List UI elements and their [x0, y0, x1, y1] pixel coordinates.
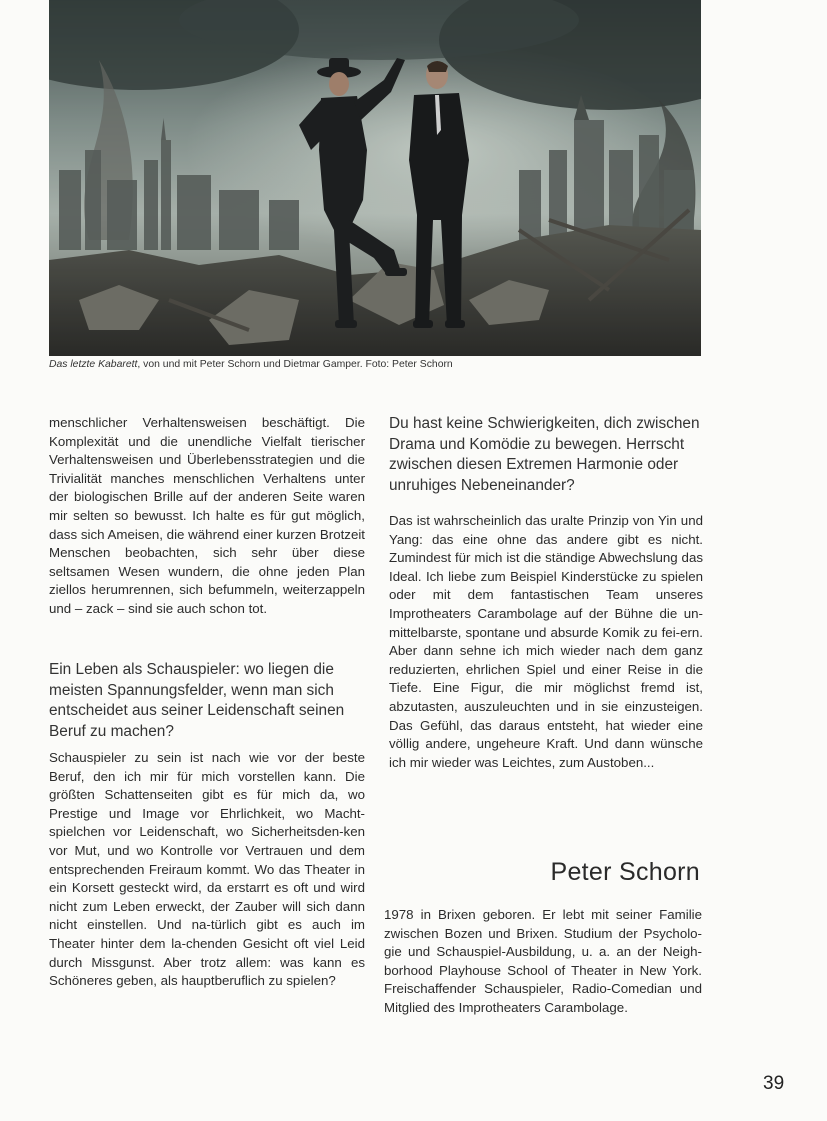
bio-paragraph — [384, 906, 702, 1018]
paragraph-text: menschlicher Verhaltensweisen beschäftigt. Die Komplexität und die unendliche Vielfalt tierischer Verhaltensweisen und Überlebensstrategien und die Trivialität manches menschlichen Verhaltens unter der biologischen Brille auf der anderen Seite waren mir selten so bewusst. Ich halte es für gut möglich, dass sich Ameisen, die während einer kurzen Brotzeit Menschen beobachten, sich sehr über diese seltsamen Wesen wundern, die ohne jeden Plan ziellos herumrennen, sich befummeln, weiterzappeln und – zack – sind sie auch schon tot. — [49, 415, 365, 616]
article-photo — [49, 0, 701, 356]
photo-caption — [49, 359, 709, 370]
question-text: Ein Leben als Schauspieler: wo liegen die meisten Spannungsfelder, wenn man sich entscheidet aus seiner Leidenschaft seinen Beruf zu machen? — [49, 661, 345, 740]
bio-heading: Peter Schorn — [550, 858, 700, 886]
paragraph-text: Das ist wahrscheinlich das uralte Prinzip von Yin und Yang: das eine ohne das andere gibt es nicht. Zumindest für mich ist die ständige Abwechslung das Ideal. Ich liebe zum Beispiel Kinderstücke zu spielen oder mit dem fantastischen Team unseres Improtheaters Carambolage auf der Bühne die un-mittelbarste, spontane und absurde Komik zu fei-ern. Aber dann sehne ich mich wieder nach dem ganz reduzierten, ehrlichen Spiel und einer Reise in die Tiefe. Eine Figur, die mir möglichst fremd ist, abzutasten, auszuleuchten und in sie einzusteigen. Das Gefühl, das daraus entsteht, hat wieder eine völlig andere, ungeheure Kraft. Und dann wünsche ich mir wieder was Leichtes, zum Austoben... — [389, 513, 703, 770]
page-number: 39 — [763, 1073, 785, 1094]
bio-text: 1978 in Brixen geboren. Er lebt mit seiner Familie zwischen Bozen und Brixen. Studium der Psycholo-gie und Schauspiel-Ausbildung, u. a. an der Neigh-borhood Playhouse School of Theater in New York. Freischaffender Schauspieler, Radio-Comedian und Mitglied des Improtheaters Carambolage. — [384, 907, 702, 1015]
left-interview-question — [49, 660, 365, 742]
left-paragraph-2 — [49, 749, 365, 991]
right-paragraph-1 — [389, 512, 703, 772]
paragraph-text: Schauspieler zu sein ist nach wie vor der beste Beruf, den ich mir für mich vorstellen kann. Die größten Schattenseiten gibt es für mich da, wo Prestige und Image vor Ehrlichkeit, wo Macht-spielchen vor Leidenschaft, wo Sicherheitsden-ken vor Mut, und wo Kontrolle vor Vertrauen und dem entsprechenden Freiraum kommt. Wo das Theater in ein Korsett gesteckt wird, da erstarrt es oft und wird nicht zum Leben erweckt, der Zauber will sich dann nicht einstellen. Und na-türlich gibt es auch im Theater hinter dem la-chenden Gesicht oft viel Leid durch Missgunst. Aber trotz allem: was kann es Schöneres geben, als hauptberuflich zu spielen? — [49, 750, 365, 989]
question-text: Du hast keine Schwierigkeiten, dich zwischen Drama und Komödie zu bewegen. Herrscht zwischen diesen Extremen Harmonie oder unruhiges Nebeneinander? — [389, 415, 700, 494]
caption-credit: , von und mit Peter Schorn und Dietmar Gamper. Foto: Peter Schorn — [137, 359, 453, 370]
left-paragraph-1 — [49, 414, 365, 619]
right-interview-question — [389, 414, 703, 496]
caption-title: Das letzte Kabarett — [49, 359, 138, 370]
